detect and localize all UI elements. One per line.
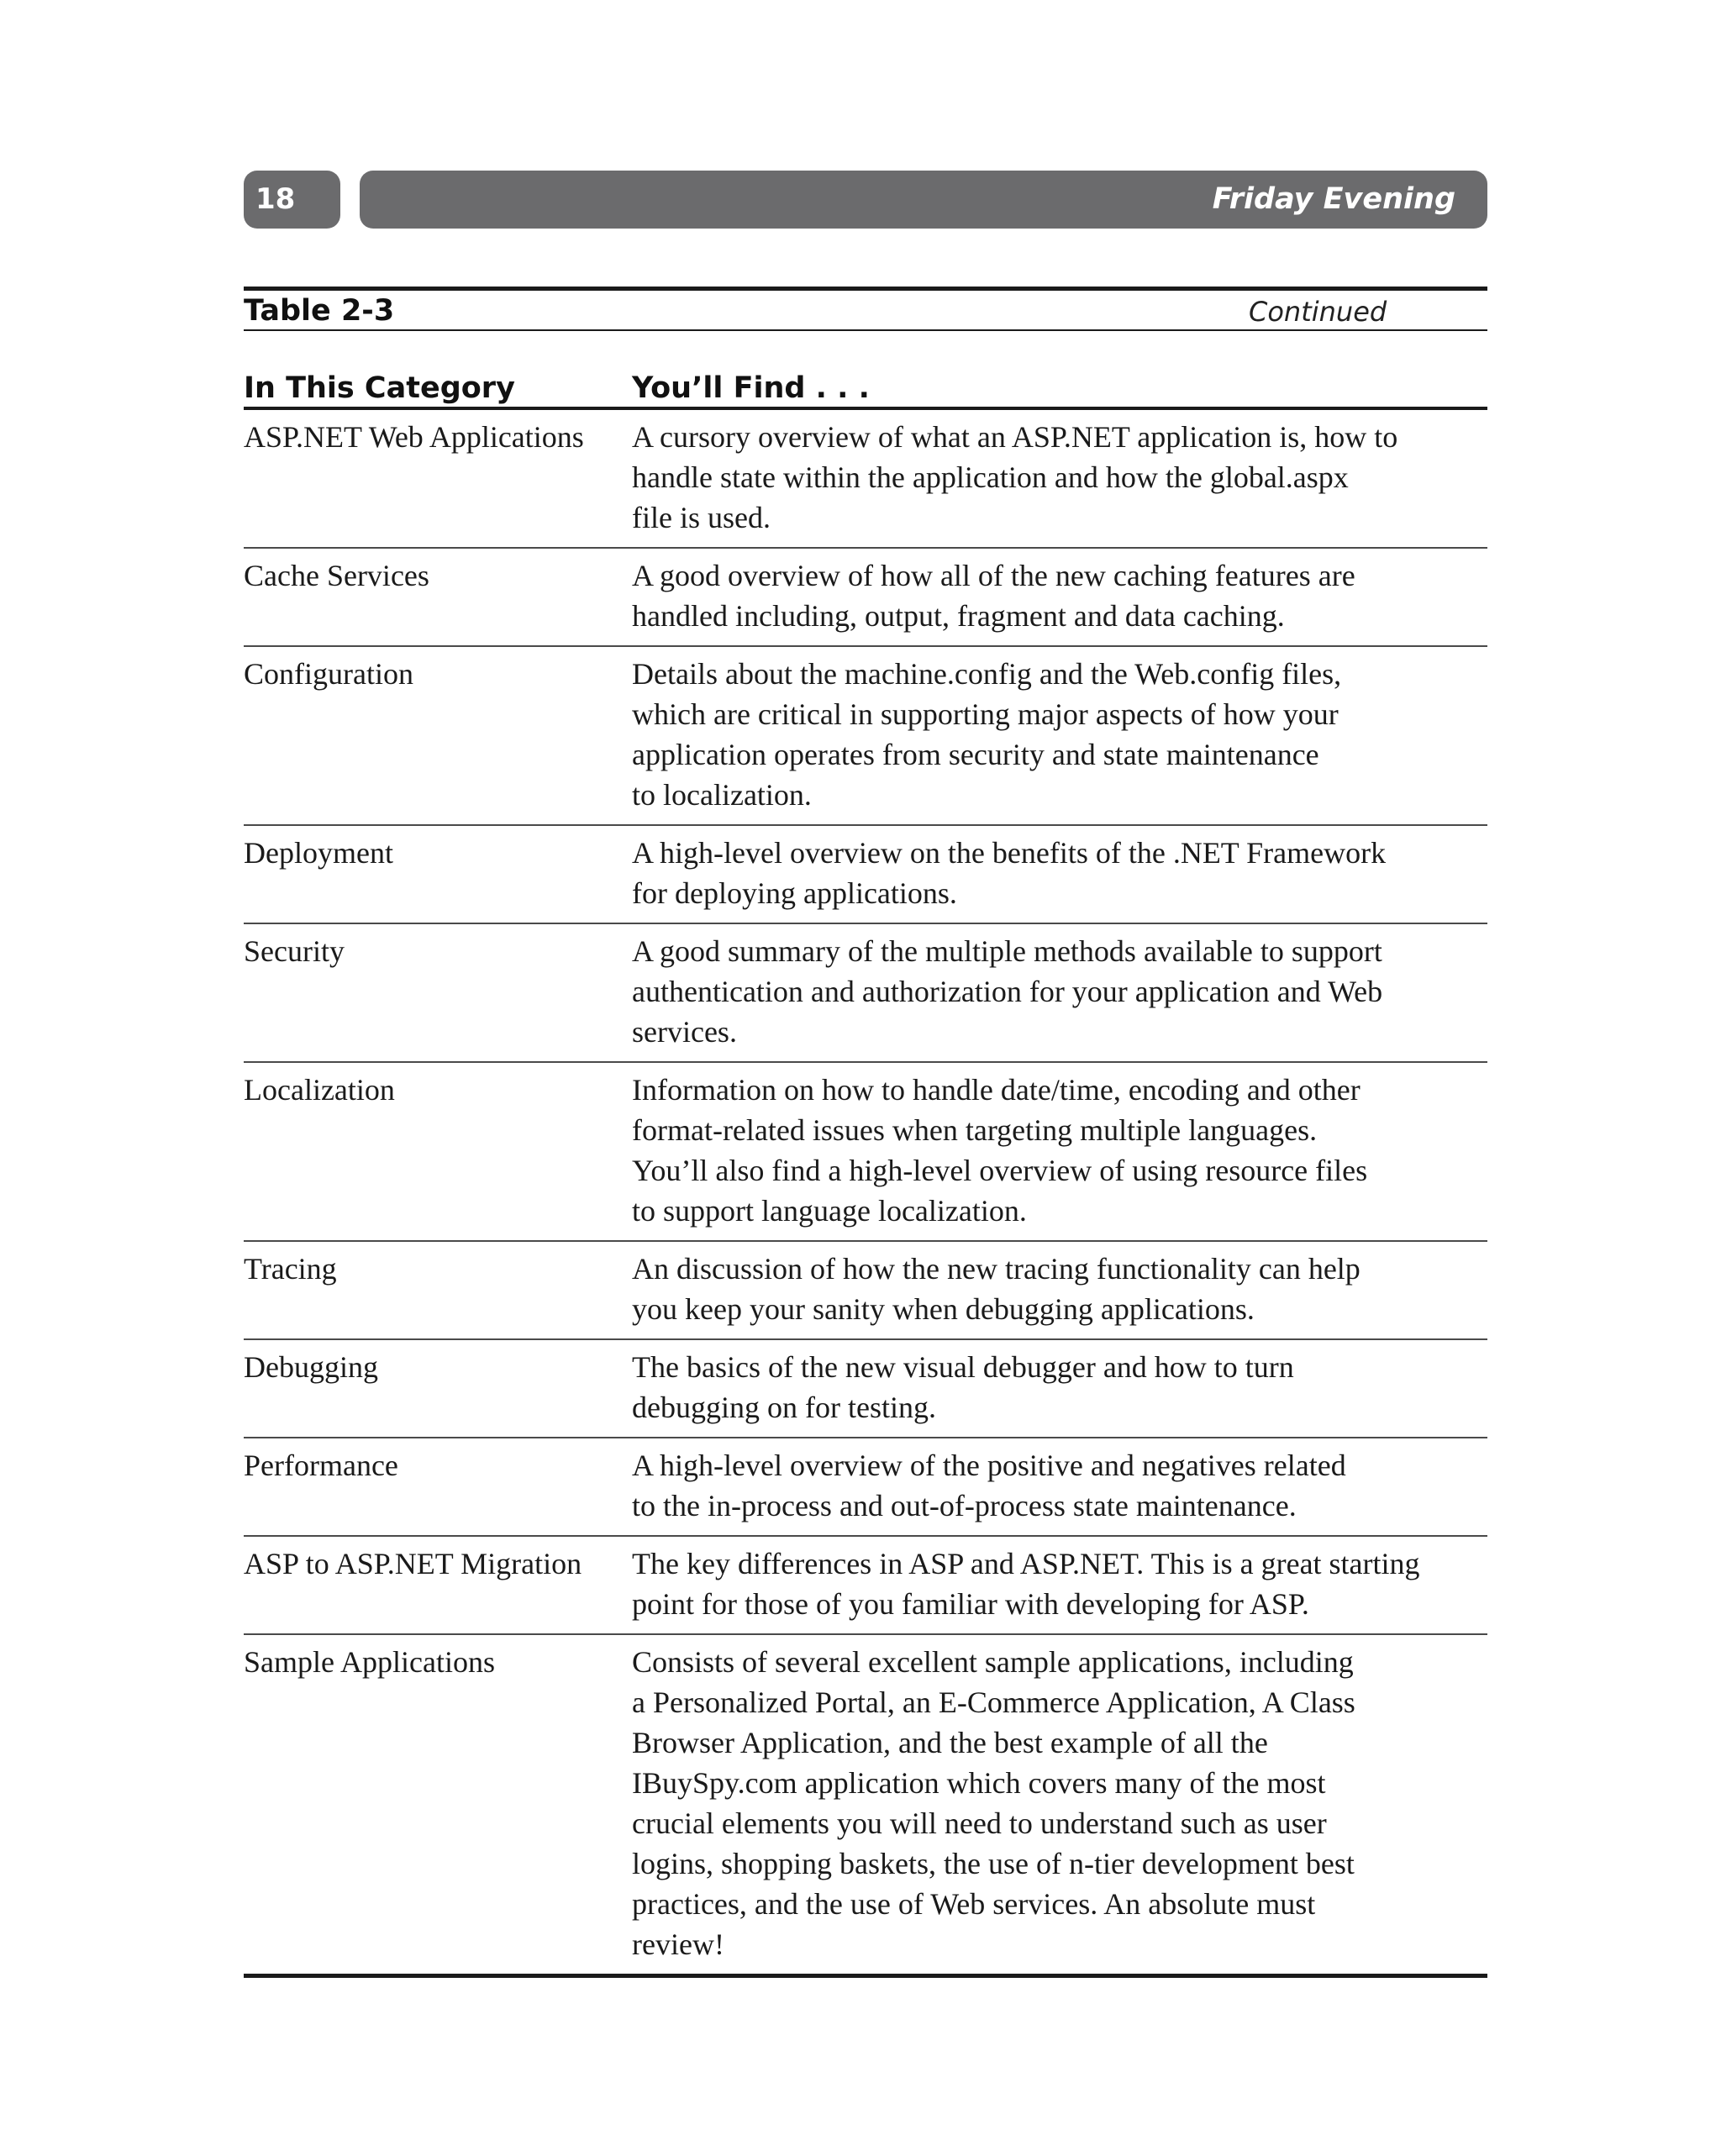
running-header: Friday Evening: [360, 171, 1487, 229]
description-line: Details about the machine.config and the Web.config files,: [632, 657, 1342, 691]
description-line: to localization.: [632, 778, 812, 812]
description-line: you keep your sanity when debugging applications.: [632, 1292, 1255, 1326]
table-caption-rule: [244, 329, 1487, 331]
row-category: Deployment: [244, 836, 393, 870]
description-line: for deploying applications.: [632, 876, 957, 910]
page-number: 18: [244, 171, 340, 229]
description-line: a Personalized Portal, an E-Commerce Application, A Class: [632, 1685, 1355, 1719]
table-row: [244, 1063, 1487, 1242]
description-line: services.: [632, 1015, 737, 1049]
table-row: [244, 1438, 1487, 1537]
description-line: The basics of the new visual debugger and how to turn: [632, 1350, 1294, 1384]
description-line: format-related issues when targeting multiple languages.: [632, 1113, 1318, 1147]
row-description: [632, 833, 1487, 913]
row-description: [632, 1642, 1487, 1964]
row-description: [632, 1445, 1487, 1526]
description-line: application operates from security and state maintenance: [632, 738, 1319, 771]
column-header-find: You’ll Find . . .: [632, 371, 870, 405]
row-category: Sample Applications: [244, 1645, 495, 1679]
description-line: which are critical in supporting major aspects of how your: [632, 697, 1339, 731]
row-category: ASP.NET Web Applications: [244, 420, 584, 454]
description-line: point for those of you familiar with developing for ASP.: [632, 1587, 1309, 1621]
description-line: handled including, output, fragment and data caching.: [632, 599, 1285, 633]
description-line: debugging on for testing.: [632, 1391, 936, 1424]
column-header-category: In This Category: [244, 371, 515, 405]
description-line: A high-level overview of the positive and negatives related: [632, 1449, 1346, 1482]
row-category: Debugging: [244, 1350, 378, 1384]
description-line: A high-level overview on the benefits of the .NET Framework: [632, 836, 1387, 870]
row-category: Localization: [244, 1073, 395, 1107]
description-line: to support language localization.: [632, 1194, 1027, 1228]
description-line: file is used.: [632, 501, 771, 534]
row-category: Security: [244, 934, 345, 968]
table-row: [244, 826, 1487, 924]
table-top-rule: [244, 287, 1487, 291]
description-line: A good summary of the multiple methods available to support: [632, 934, 1382, 968]
row-category: Configuration: [244, 657, 413, 691]
table-row: [244, 549, 1487, 647]
table-row: [244, 410, 1487, 549]
description-line: You’ll also find a high-level overview of using resource files: [632, 1154, 1368, 1187]
description-line: practices, and the use of Web services. An absolute must: [632, 1887, 1316, 1921]
row-description: [632, 1249, 1487, 1329]
table-row: [244, 924, 1487, 1063]
description-line: review!: [632, 1927, 724, 1961]
row-category: Cache Services: [244, 559, 429, 592]
description-line: Information on how to handle date/time, encoding and other: [632, 1073, 1360, 1107]
table-row: [244, 1242, 1487, 1340]
table-body: [244, 410, 1487, 1978]
description-line: The key differences in ASP and ASP.NET. This is a great starting: [632, 1547, 1420, 1580]
description-line: Consists of several excellent sample applications, including: [632, 1645, 1354, 1679]
row-description: [632, 417, 1487, 538]
table-row: [244, 1340, 1487, 1438]
table-row: [244, 1635, 1487, 1978]
table-row: [244, 647, 1487, 826]
description-line: handle state within the application and how the global.aspx: [632, 460, 1349, 494]
row-description: [632, 1347, 1487, 1428]
row-category: Performance: [244, 1449, 398, 1482]
description-line: IBuySpy.com application which covers many of the most: [632, 1766, 1326, 1800]
description-line: authentication and authorization for your application and Web: [632, 975, 1383, 1008]
row-description: [632, 931, 1487, 1052]
table-label: Table 2-3: [244, 294, 395, 328]
description-line: A cursory overview of what an ASP.NET application is, how to: [632, 420, 1398, 454]
continued-label: Continued: [1249, 296, 1387, 328]
description-line: A good overview of how all of the new caching features are: [632, 559, 1355, 592]
description-line: logins, shopping baskets, the use of n-tier development best: [632, 1847, 1355, 1880]
row-description: [632, 1070, 1487, 1231]
row-category: ASP to ASP.NET Migration: [244, 1547, 582, 1580]
description-line: An discussion of how the new tracing functionality can help: [632, 1252, 1360, 1286]
row-category: Tracing: [244, 1252, 337, 1286]
row-description: [632, 654, 1487, 815]
row-description: [632, 1543, 1487, 1624]
description-line: crucial elements you will need to understand such as user: [632, 1806, 1327, 1840]
description-line: Browser Application, and the best example of all the: [632, 1726, 1268, 1759]
description-line: to the in-process and out-of-process state maintenance.: [632, 1489, 1297, 1522]
row-description: [632, 555, 1487, 636]
table-row: [244, 1537, 1487, 1635]
